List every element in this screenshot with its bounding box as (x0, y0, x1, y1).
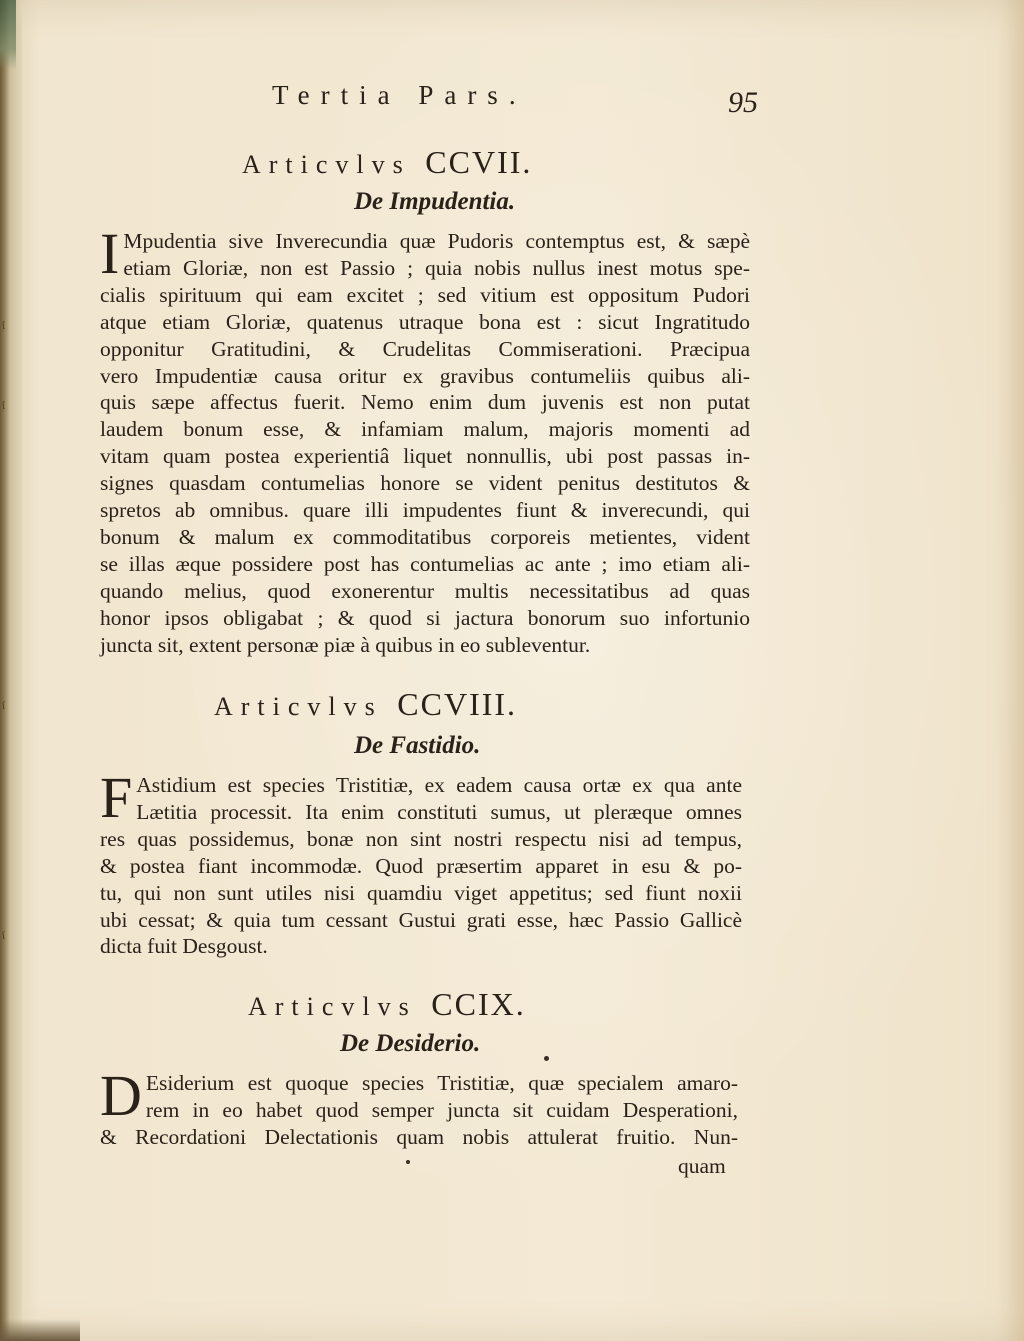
article-number: CCVII. (425, 144, 533, 180)
text-line: rem in eo habet quod semper juncta sit cuidam Desperationi, (145, 1097, 738, 1122)
text-line: vitam quam postea experientiâ liquet nonnullis, ubi post passas in- (100, 444, 750, 469)
text-line: laudem bonum esse, & infamiam malum, majoris momenti ad (100, 417, 750, 442)
catchword: quam (678, 1154, 726, 1178)
article-title: De Fastidio. (354, 732, 481, 759)
article-body (100, 765, 742, 960)
text-line: se illas æque possidere post has contumelias ac ante ; imo etiam ali- (100, 551, 750, 576)
drop-cap: D (100, 1063, 142, 1128)
facing-page-ink: ſ (1, 929, 6, 943)
text-line: cialis spirituum qui eam excitet ; sed vitium est oppositum Pudori (100, 282, 750, 307)
article-title: De Impudentia. (354, 188, 516, 215)
article-label: Articvlvs (242, 150, 411, 179)
text-line: Esiderium est quoque species Tristitiæ, quæ specialem amaro- (145, 1071, 738, 1095)
text-line: dicta fuit Desgoust. (100, 934, 268, 959)
running-title: Tertia Pars. (272, 80, 527, 110)
text-line: & Recordationi Delectationis quam nobis attulerat fruitio. Nun- (100, 1124, 738, 1149)
text-line: etiam Gloriæ, non est Passio ; quia nobis nullus inest motus spe- (123, 255, 750, 280)
text-line: Mpudentia sive Inverecundia quæ Pudoris contemptus est, & sæpè (123, 229, 750, 253)
article-label: Articvlvs (214, 692, 383, 721)
text-line: res quas possidemus, bonæ non sint nostri respectu nisi ad tempus, (100, 826, 742, 851)
article-heading (214, 686, 517, 723)
text-line: quis sæpe affectus fuerit. Nemo enim dum juvenis est non putat (100, 390, 750, 415)
binding-gutter (0, 0, 22, 1341)
text-line: bonum & malum ex commoditatibus corporeis metientes, vident (100, 524, 750, 549)
text-line: signes quasdam contumelias honore se vident penitus destitutos & (100, 471, 750, 496)
text-line: quando melius, quod exonerentur multis necessitatibus ad quas (100, 578, 750, 603)
binding-ribbon (0, 0, 16, 70)
text-line: & postea fiant incommodæ. Quod præsertim apparet in esu & po- (100, 853, 742, 878)
article-body (100, 1063, 738, 1151)
binding-bottom-edge (0, 1319, 80, 1341)
page-number: 95 (728, 86, 758, 119)
article-heading (248, 986, 526, 1023)
facing-page-ink: ſ (1, 319, 6, 333)
drop-cap: I (100, 221, 120, 286)
article-number: CCVIII. (397, 686, 518, 722)
text-line: tu, qui non sunt utiles nisi quamdiu viget appetitus; sed fiunt noxii (100, 880, 742, 905)
text-line: vero Impudentiæ causa oritur ex gravibus contumeliis quibus ali- (100, 363, 750, 388)
text-line: Lætitia processit. Ita enim constituti sumus, ut pleræque omnes (136, 799, 742, 824)
text-line: Astidium est species Tristitiæ, ex eadem causa ortæ ex qua ante (136, 773, 742, 797)
article-body (100, 221, 750, 659)
ink-speck (544, 1056, 549, 1061)
facing-page-ink: ſ (1, 399, 6, 413)
running-header (272, 80, 758, 119)
text-line: juncta sit, extent personæ piæ à quibus in eo subleventur. (100, 632, 591, 657)
facing-page-ink: ſ (1, 699, 6, 713)
text-line: spretos ab omnibus. quare illi impudentes fiunt & inverecundi, qui (100, 498, 750, 523)
text-line: ubi cessat; & quia tum cessant Gustui grati esse, hæc Passio Gallicè (100, 907, 742, 932)
article-label: Articvlvs (248, 992, 417, 1021)
text-line: atque etiam Gloriæ, quatenus utraque bona est : sicut Ingratitudo (100, 309, 750, 334)
article-heading (242, 144, 532, 181)
ink-speck (406, 1160, 410, 1164)
text-line: opponitur Gratitudini, & Crudelitas Commiserationi. Præcipua (100, 336, 750, 361)
article-title: De Desiderio. (340, 1030, 481, 1057)
text-line: honor ipsos obligabat ; & quod si jactura bonorum suo infortunio (100, 605, 750, 630)
article-number: CCIX. (431, 986, 526, 1022)
drop-cap: F (100, 765, 133, 830)
